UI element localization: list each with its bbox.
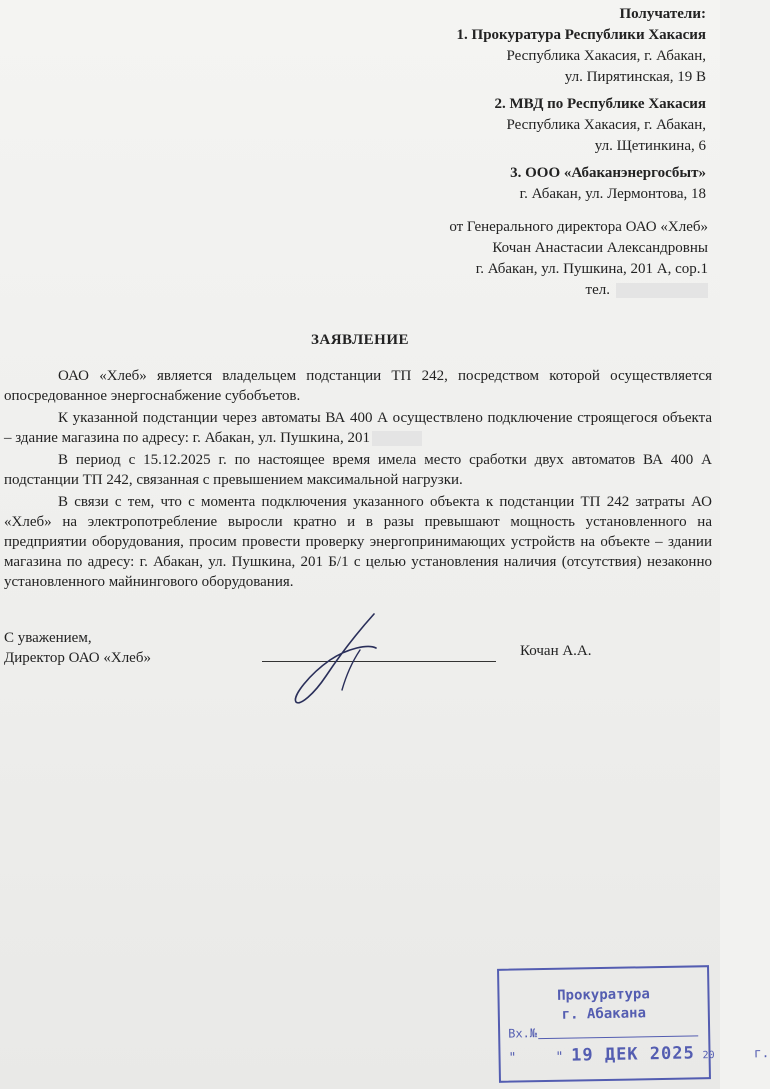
body-paragraph-2-text: К указанной подстанции через автоматы ВА 400 А осуществлено подключение строящегося объекта – здание магазина по адресу: г. Абакан, ул. Пушкина, 201: [4, 410, 712, 446]
stamp-line-1: Прокуратура: [557, 986, 650, 1004]
recipient-2-block: [495, 94, 707, 157]
sender-phone: [449, 280, 708, 301]
redacted-address: [372, 431, 422, 446]
body-paragraph-1: ОАО «Хлеб» является владельцем подстанции ТП 242, посредством которой осуществляется опосредованное энергоснабжение субобъетов.: [4, 368, 712, 404]
recipient-1-name: 1. Прокуратура Республики Хакасия: [456, 27, 706, 43]
registration-stamp: [497, 965, 770, 1083]
document-title: ЗАЯВЛЕНИЕ: [310, 332, 410, 348]
stamp-quote-close: ": [555, 1049, 564, 1065]
recipients-heading: Получатели:: [619, 6, 706, 22]
body-paragraph-2: [4, 408, 712, 448]
stamp-line-2: г. Абакана: [561, 1005, 647, 1023]
redacted-phone: [616, 283, 708, 298]
handwritten-signature: [286, 610, 396, 710]
recipient-3-address-1: г. Абакан, ул. Лермонтова, 18: [519, 186, 706, 202]
document-body: [4, 366, 712, 594]
stamp-year-label: 20: [702, 1050, 715, 1062]
regards-text: С уважением,: [4, 630, 92, 646]
stamp-in-no-line: [538, 1035, 698, 1039]
stamp-in-no-label: Вх.№: [508, 1026, 538, 1041]
recipient-3-block: [510, 163, 706, 205]
sender-line-3: г. Абакан, ул. Пушкина, 201 А, сор.1: [475, 261, 708, 277]
recipient-1-address-2: ул. Пирятинская, 19 В: [564, 69, 706, 85]
body-paragraph-3: В период с 15.12.2025 г. по настоящее время имела место сработки двух автоматов ВА 400 А подстанции ТП 242, связанная с превышением максимальной нагрузки.: [4, 452, 712, 488]
recipients-block: [457, 4, 706, 88]
sender-line-1: от Генерального директора ОАО «Хлеб»: [449, 219, 708, 235]
stamp-date-row: [508, 1042, 769, 1067]
stamp-year-suffix: г.: [753, 1046, 770, 1062]
signer-name: Кочан А.А.: [520, 643, 592, 659]
body-paragraph-4: В связи с тем, что с момента подключения указанного объекта к подстанции ТП 242 затраты АО «Хлеб» на электропотребление выросли кратно и в разы превышают мощность установленного на предприятии оборудования, просим провести проверку энергопринимающих устройств на объекте – здании магазина по адресу: г. Абакан, ул. Пушкина, 201 Б/1 с целью установления наличия (отсутствия) незаконно установленного майнингового оборудования.: [4, 494, 712, 590]
recipient-2-address-2: ул. Щетинкина, 6: [594, 138, 706, 154]
sender-phone-label: тел.: [585, 282, 610, 298]
signer-position: Директор ОАО «Хлеб»: [4, 650, 151, 666]
recipient-3-name: 3. ООО «Абаканэнергосбыт»: [510, 165, 706, 181]
sender-line-2: Кочан Анастасии Александровны: [492, 240, 708, 256]
signature-block: [4, 628, 151, 668]
recipient-1-address-1: Республика Хакасия, г. Абакан,: [506, 48, 706, 64]
sender-block: [449, 217, 708, 301]
stamp-quote-open: ": [508, 1050, 517, 1066]
recipient-2-address-1: Республика Хакасия, г. Абакан,: [506, 117, 706, 133]
stamp-date: 19 ДЕК 2025: [570, 1043, 695, 1066]
recipient-2-name: 2. МВД по Республике Хакасия: [494, 96, 706, 112]
